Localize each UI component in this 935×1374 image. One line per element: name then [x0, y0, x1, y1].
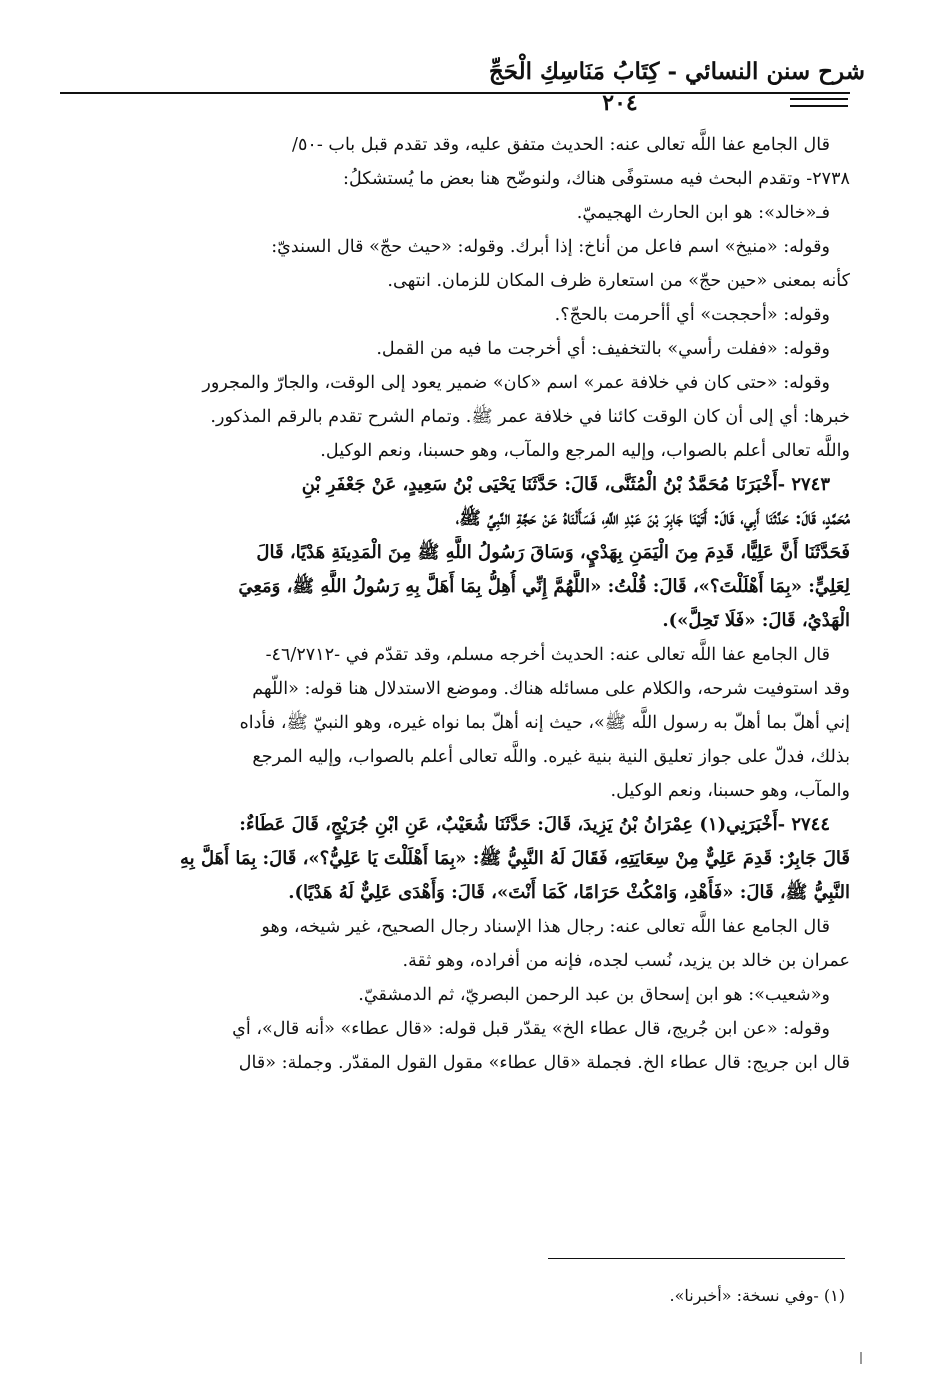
hadith-line: مُحَمَّدٍ، قَالَ: حَدَّثَنَا أَبِي، قَالَ: أَتَيْنَا جَابِرَ بْنَ عَبْدِ اللَّهِ، فَسَأَلْنَاهُ عَنْ حَجَّةِ النَّبِيِّ ﷺ،	[455, 508, 850, 529]
header-rule-right-1	[790, 98, 848, 100]
hadith-line: فَحَدَّثَنَا أَنَّ عَلِيًّا، قَدِمَ مِنَ الْيَمَنِ بِهَدْيٍ، وَسَاقَ رَسُولُ اللَّهِ ﷺ مِنَ الْمَدِينَةِ هَدْيًا، قَالَ	[256, 542, 850, 563]
text-line: ٢٧٣٨- وتقدم البحث فيه مستوفًى هناك، ولنوضّح هنا بعض ما يُستشكلُ:	[343, 169, 850, 189]
hadith-line: ٢٧٤٤ -أَخْبَرَنِي(١) عِمْرَانُ بْنُ يَزِيدَ، قَالَ: حَدَّثَنَا شُعَيْبٌ، عَنِ ابْنِ جُرَيْجٍ، قَالَ عَطَاءٌ:	[239, 814, 830, 835]
header-rule-top	[60, 92, 850, 94]
text-line: والمآب، وهو حسبنا، ونعم الوكيل.	[610, 781, 850, 801]
text-line: فـ«خالد»: هو ابن الحارث الهجيميّ.	[576, 203, 830, 223]
text-line: وقوله: «ففلت رأسي» بالتخفيف: أي أخرجت ما فيه من القمل.	[376, 339, 830, 359]
text-line: وقوله: «حتى كان في خلافة عمر» اسم «كان» ضمير يعود إلى الوقت، والجارّ والمجرور	[202, 373, 830, 393]
text-line: قال الجامع عفا اللَّه تعالى عنه: رجال هذا الإسناد رجال الصحيح، غير شيخه، وهو	[261, 917, 830, 937]
text-line: وقوله: «منيخ» اسم فاعل من أناخ: إذا أبرك. وقوله: «حيث حجّ» قال السنديّ:	[271, 237, 830, 257]
text-line: واللَّه تعالى أعلم بالصواب، وإليه المرجع والمآب، وهو حسبنا، ونعم الوكيل.	[320, 441, 850, 461]
text-line: إني أهلّ بما أهلّ به رسول اللَّه ﷺ»، حيث إنه أهلّ بما نواه غيره، وهو النبيّ ﷺ، فأداه	[239, 713, 850, 733]
footnote-rule	[548, 1258, 845, 1259]
text-line: وقوله: «أحججت» أي أأحرمت بالحجّ؟.	[554, 305, 830, 325]
text-line: خبرها: أي إلى أن كان الوقت كائنا في خلافة عمر ﷺ. وتمام الشرح تقدم بالرقم المذكور.	[210, 407, 850, 427]
hadith-line: ٢٧٤٣ -أَخْبَرَنَا مُحَمَّدُ بْنُ الْمُثَنَّى، قَالَ: حَدَّثَنَا يَحْيَى بْنُ سَعِيدٍ، عَنْ جَعْفَرِ بْنِ	[301, 474, 830, 495]
text-line: وقد استوفيت شرحه، والكلام على مسائله هناك. وموضع الاستدلال هنا قوله: «اللّهم	[252, 679, 850, 699]
hadith-line: الْهَدْيُ، قَالَ: «فَلَا تَحِلَّ»).	[662, 610, 850, 631]
hadith-line: قَالَ جَابِرٌ: قَدِمَ عَلِيٌّ مِنْ سِعَايَتِهِ، فَقَالَ لَهُ النَّبِيُّ ﷺ: «بِمَا أَهْلَلْتَ يَا عَلِيُّ؟»، قَالَ: بِمَا أَهَلَّ بِهِ	[180, 848, 850, 869]
running-header-title: شرح سنن النسائي - كِتَابُ مَنَاسِكِ الْحَجِّ	[488, 58, 865, 85]
page-number: ٢٠٤	[602, 90, 638, 116]
header-rule-right-2	[790, 105, 848, 107]
text-line: عمران بن خالد بن يزيد، نُسب لجده، فإنه من أفراده، وهو ثقة.	[402, 951, 850, 971]
text-line: قال ابن جريج: قال عطاء الخ. فجملة «قال عطاء» مقول القول المقدّر. وجملة: «قال	[238, 1053, 850, 1073]
hadith-line: النَّبِيُّ ﷺ، قَالَ: «فَأَهْدِ، وَامْكُثْ حَرَامًا، كَمَا أَنْتَ»، قَالَ: وَأَهْدَى عَلِيٌّ لَهُ هَدْيًا).	[288, 882, 850, 903]
scan-mark	[860, 1352, 862, 1364]
text-line: بذلك، فدلّ على جواز تعليق النية بنية غيره. واللَّه تعالى أعلم بالصواب، وإليه المرجع	[252, 747, 850, 767]
footnote: (١) -وفي نسخة: «أخبرنا».	[669, 1286, 845, 1305]
text-line: وقوله: «عن ابن جُريج، قال عطاء الخ» يقدّر قبل قوله: «قال عطاء» «أنه قال»، أي	[232, 1019, 830, 1039]
text-line: قال الجامع عفا اللَّه تعالى عنه: الحديث أخرجه مسلم، وقد تقدّم في -٤٦/٢٧١٢-	[265, 645, 830, 665]
text-line: و«شعيب»: هو ابن إسحاق بن عبد الرحمن البصريّ، ثم الدمشقيّ.	[358, 985, 830, 1005]
text-line: كأنه بمعنى «حين حجّ» من استعارة ظرف المكان للزمان. انتهى.	[387, 271, 850, 291]
text-line: قال الجامع عفا اللَّه تعالى عنه: الحديث متفق عليه، وقد تقدم قبل باب -٥٠/	[292, 135, 830, 155]
hadith-line: لِعَلِيٍّ: «بِمَا أَهْلَلْتَ؟»، قَالَ: قُلْتُ: «اللَّهُمَّ إِنِّي أُهِلُّ بِمَا أَهَلَّ بِهِ رَسُولُ اللَّهِ ﷺ، وَمَعِيَ	[238, 576, 850, 597]
body-text	[70, 128, 850, 1080]
